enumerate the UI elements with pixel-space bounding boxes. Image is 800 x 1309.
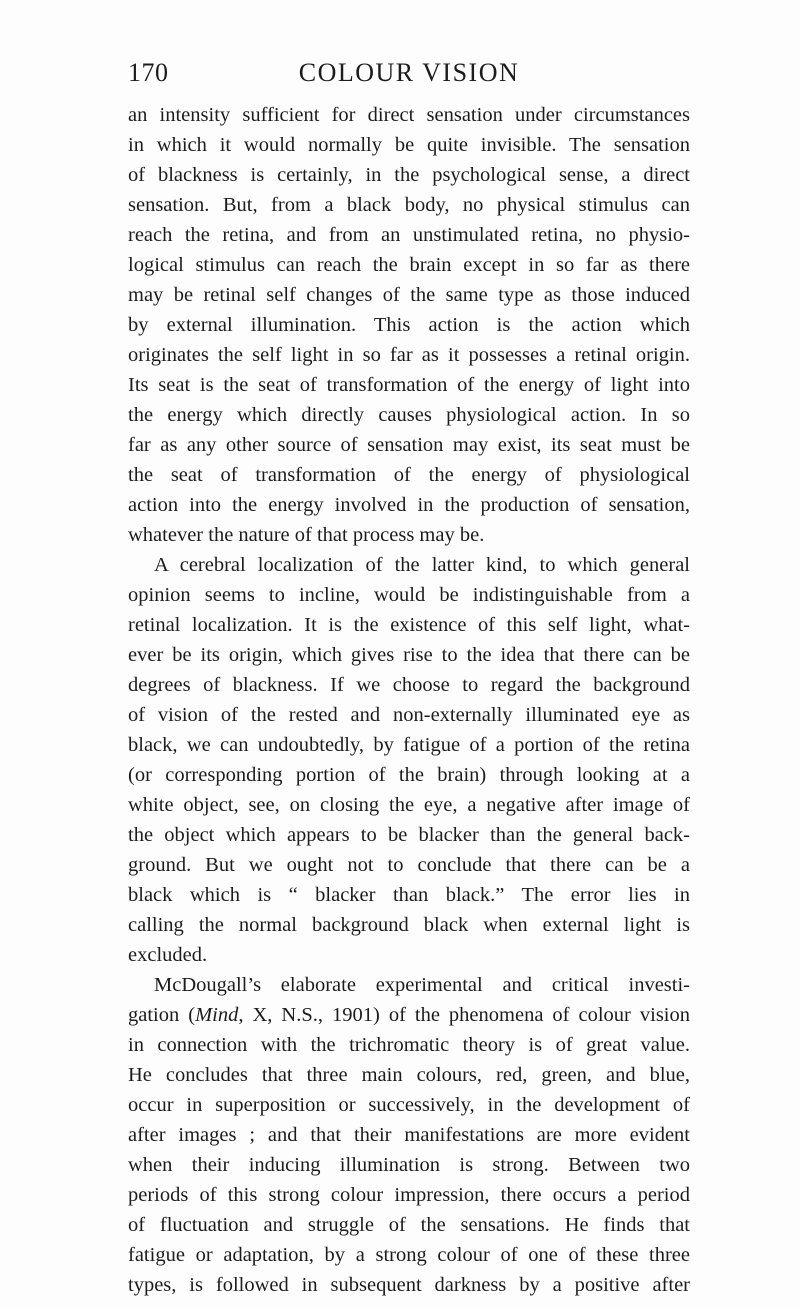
text-line: in which it would normally be quite invisible. The sensation — [128, 134, 690, 156]
page-number: 170 — [128, 58, 169, 87]
text-line: originates the self light in so far as it possesses a retinal origin. — [128, 344, 690, 366]
text-line-with-citation — [128, 1000, 690, 1030]
text-line: the object which appears to be blacker than the general back- — [128, 824, 690, 846]
text-line: calling the normal background black when external light is — [128, 914, 690, 936]
text-line: of fluctuation and struggle of the sensations. He finds that — [128, 1214, 690, 1236]
text-line: McDougall’s elaborate experimental and critical investi- — [154, 974, 690, 996]
text-line: after images ; and that their manifestations are more evident — [128, 1124, 690, 1146]
text-line: white object, see, on closing the eye, a negative after image of — [128, 794, 690, 816]
text-line: the energy which directly causes physiological action. In so — [128, 404, 690, 426]
text-line: action into the energy involved in the production of sensation, — [128, 494, 690, 516]
text-line: the seat of transformation of the energy of physiological — [128, 464, 690, 486]
text-line: reach the retina, and from an unstimulated retina, no physio- — [128, 224, 690, 246]
text-line: black, we can undoubtedly, by fatigue of a portion of the retina — [128, 734, 690, 756]
text-line: excluded. — [128, 944, 208, 966]
journal-title: Mind — [195, 1004, 239, 1026]
text-line: A cerebral localization of the latter kind, to which general — [154, 554, 690, 576]
text-line: degrees of blackness. If we choose to regard the background — [128, 674, 690, 696]
text-line: occur in superposition or successively, in the development of — [128, 1094, 690, 1116]
text-line: types, is followed in subsequent darkness by a positive after — [128, 1274, 690, 1296]
body-text — [128, 100, 690, 1300]
text-line: fatigue or adaptation, by a strong colour of one of these three — [128, 1244, 690, 1266]
citation-prefix: gation ( — [128, 1004, 196, 1026]
page-header — [128, 58, 690, 92]
text-line: Its seat is the seat of transformation of the energy of light into — [128, 374, 690, 396]
text-line: by external illumination. This action is the action which — [128, 314, 690, 336]
text-line: an intensity sufficient for direct sensation under circumstances — [128, 104, 690, 126]
text-line: retinal localization. It is the existence of this self light, what- — [128, 614, 690, 636]
text-line: when their inducing illumination is strong. Between two — [128, 1154, 690, 1176]
text-line: opinion seems to incline, would be indistinguishable from a — [128, 584, 690, 606]
citation-suffix: , X, N.S., 1901) of the phenomena of colour vision — [238, 1004, 690, 1026]
text-line: may be retinal self changes of the same type as those induced — [128, 284, 690, 306]
text-line: He concludes that three main colours, red, green, and blue, — [128, 1064, 690, 1086]
text-line: of vision of the rested and non-externally illuminated eye as — [128, 704, 690, 726]
text-line: ever be its origin, which gives rise to the idea that there can be — [128, 644, 690, 666]
text-line: whatever the nature of that process may be. — [128, 524, 485, 546]
text-line: logical stimulus can reach the brain except in so far as there — [128, 254, 690, 276]
text-line: ground. But we ought not to conclude that there can be a — [128, 854, 690, 876]
text-line: sensation. But, from a black body, no physical stimulus can — [128, 194, 690, 216]
running-title: COLOUR VISION — [298, 58, 520, 87]
text-line: of blackness is certainly, in the psychological sense, a direct — [128, 164, 690, 186]
text-line: black which is “ blacker than black.” The error lies in — [128, 884, 690, 906]
text-line: (or corresponding portion of the brain) through looking at a — [128, 764, 690, 786]
text-line: far as any other source of sensation may exist, its seat must be — [128, 434, 690, 456]
text-line: periods of this strong colour impression, there occurs a period — [128, 1184, 690, 1206]
text-line: in connection with the trichromatic theory is of great value. — [128, 1034, 690, 1056]
